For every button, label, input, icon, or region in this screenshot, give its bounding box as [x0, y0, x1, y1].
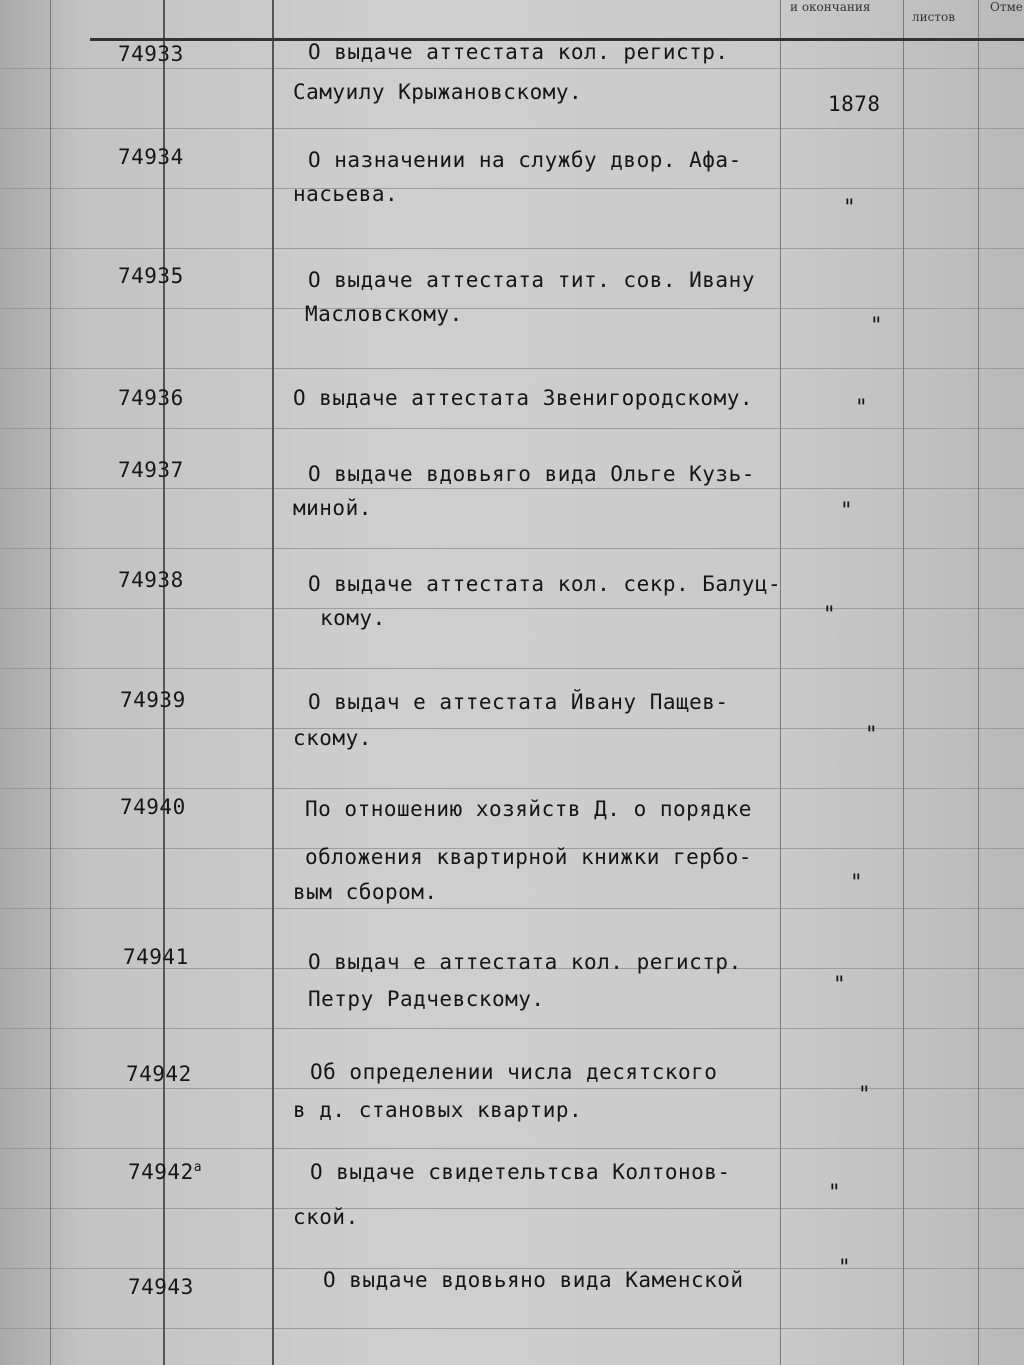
entry-ditto: " [840, 498, 854, 522]
entry-title-line: Масловскому. [305, 302, 463, 326]
entry-title-line: Об определении числа десятского [310, 1060, 718, 1084]
rule-line [0, 1328, 1024, 1329]
entry-title-line: насьева. [293, 182, 399, 206]
entry-number: 74942 [126, 1062, 192, 1086]
entry-title-line: ской. [293, 1205, 359, 1229]
entry-number: 74936 [118, 386, 184, 410]
rule-line [0, 128, 1024, 129]
entry-title-line: О выдаче аттестата кол. секр. Балуц- [308, 572, 782, 596]
column-rule [903, 0, 904, 1365]
entry-ditto: " [855, 395, 869, 419]
rule-line [0, 68, 1024, 69]
rule-line [0, 668, 1024, 669]
entry-title-line: О выдач е аттестата Йвану Пащев- [308, 690, 729, 714]
entry-number: 74941 [123, 945, 189, 969]
entry-ditto: " [843, 195, 857, 219]
entry-number: 74938 [118, 568, 184, 592]
entry-number: 74933 [118, 42, 184, 66]
entry-number: 74940 [120, 795, 186, 819]
entry-ditto: " [823, 602, 837, 626]
entry-ditto: " [833, 972, 847, 996]
column-rule [272, 0, 274, 1365]
rule-line [0, 308, 1024, 309]
entry-number: 74935 [118, 264, 184, 288]
rule-line [0, 908, 1024, 909]
entry-title-line: вым сбором. [293, 880, 438, 904]
entry-title-line: обложения квартирной книжки гербо- [305, 845, 752, 869]
entry-ditto: " [850, 870, 864, 894]
rule-line [0, 488, 1024, 489]
rule-line [0, 1028, 1024, 1029]
entry-number: 74937 [118, 458, 184, 482]
rule-line [0, 428, 1024, 429]
rule-line [0, 248, 1024, 249]
entry-title-line: О выдаче вдовьяно вида Каменской [323, 1268, 744, 1292]
rule-line [0, 368, 1024, 369]
rule-line [0, 1148, 1024, 1149]
header-sheets: листов [912, 10, 955, 24]
entry-number: 74939 [120, 688, 186, 712]
entry-title-line: кому. [320, 606, 386, 630]
entry-ditto: " [870, 313, 884, 337]
entry-number: 74943 [128, 1275, 194, 1299]
column-rule [978, 0, 979, 1365]
rule-line [0, 788, 1024, 789]
entry-title-line: Петру Радчевскому. [308, 987, 545, 1011]
entry-title-line: миной. [293, 496, 372, 520]
rule-line [0, 548, 1024, 549]
entry-title-line: в д. становых квартир. [293, 1098, 583, 1122]
entry-title-line: скому. [293, 726, 372, 750]
entry-title-line: О выдаче вдовьяго вида Ольге Кузь- [308, 462, 755, 486]
entry-title-line: О выдаче свидетельтсва Колтонов- [310, 1160, 731, 1184]
entry-title-line: О выдаче аттестата Звенигородскому. [293, 386, 754, 410]
entry-year: 1878 [828, 92, 881, 116]
entry-number: $74942^а$ [128, 1160, 203, 1184]
entry-title-line: О выдаче аттестата кол. регистр. [308, 40, 729, 64]
entry-title-line: О назначении на службу двор. Афа- [308, 148, 742, 172]
entry-title-line: Самуилу Крыжановскому. [293, 80, 583, 104]
rule-line [0, 1208, 1024, 1209]
rule-line [0, 608, 1024, 609]
entry-number-suffix: а [193, 1160, 203, 1175]
entry-ditto: " [838, 1255, 852, 1279]
column-rule [780, 0, 781, 1365]
rule-line [0, 188, 1024, 189]
entry-title-line: По отношению хозяйств Д. о порядке [305, 797, 752, 821]
entry-ditto: " [828, 1180, 842, 1204]
entry-ditto: " [858, 1082, 872, 1106]
header-dates: и окончания [790, 0, 871, 14]
entry-number: 74934 [118, 145, 184, 169]
entry-title-line: О выдаче аттестата тит. сов. Ивану [308, 268, 755, 292]
entry-title-line: О выдач е аттестата кол. регистр. [308, 950, 742, 974]
header-notes: Отме [990, 0, 1023, 14]
entry-ditto: " [865, 722, 879, 746]
margin-rule [50, 0, 51, 1365]
